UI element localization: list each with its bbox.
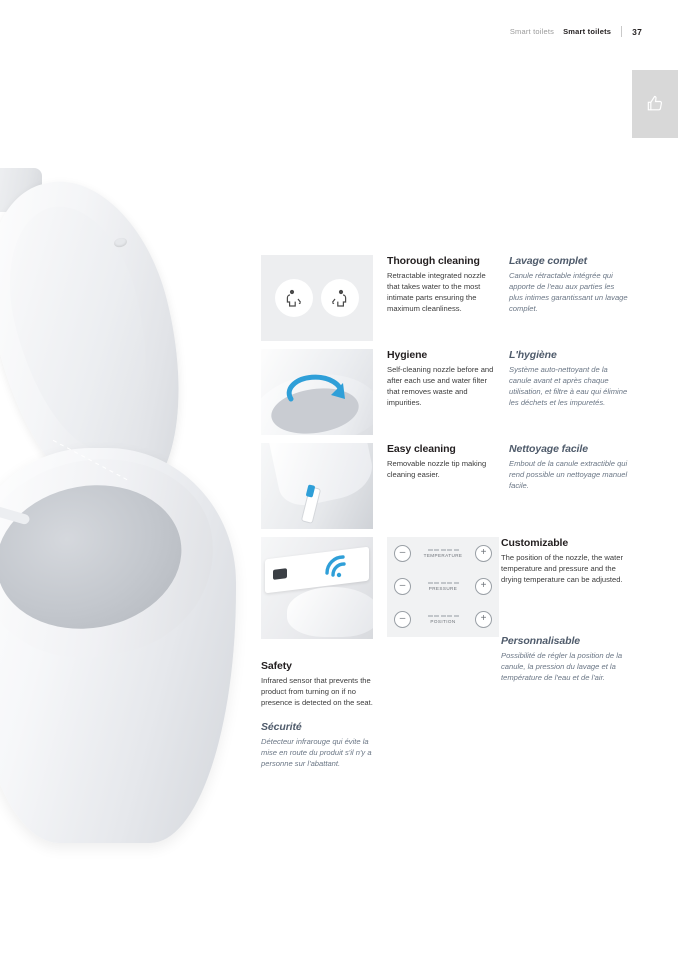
position-label: POSITION bbox=[430, 619, 456, 624]
pressure-plus-button[interactable]: + bbox=[475, 578, 492, 595]
feature-thumbnail-pictograms bbox=[261, 255, 373, 341]
temperature-plus-button[interactable]: + bbox=[475, 545, 492, 562]
customizable-title-en: Customizable bbox=[501, 537, 569, 549]
thumbs-up-tab[interactable] bbox=[632, 70, 678, 138]
feature-row-hygiene bbox=[261, 349, 651, 435]
customizable-body-en: The position of the nozzle, the water temperature and pressure and the drying temperature can be adjusted. bbox=[501, 553, 623, 584]
customizable-text-fr bbox=[501, 635, 623, 683]
customizable-body-fr: Possibilité de régler la position de la canule, la pression du lavage et la température de l'eau et de l'air. bbox=[501, 651, 623, 682]
feature-row-easy-cleaning bbox=[261, 443, 651, 529]
breadcrumb-section: Smart toilets bbox=[509, 27, 555, 36]
front-wash-pictogram-icon bbox=[321, 279, 359, 317]
feature-thumbnail-removable-nozzle bbox=[261, 443, 373, 529]
feature-body-fr: Embout de la canule extractible qui rend possible un nettoyage manuel facile. bbox=[509, 459, 628, 490]
breadcrumb-current: Smart toilets bbox=[563, 27, 612, 36]
thumbs-up-icon bbox=[645, 94, 665, 114]
temperature-label: TEMPERATURE bbox=[423, 553, 463, 558]
feature-row-thorough-cleaning bbox=[261, 255, 651, 341]
rear-wash-pictogram-icon bbox=[275, 279, 313, 317]
feature-title-en: Thorough cleaning bbox=[387, 255, 480, 267]
position-minus-button[interactable]: – bbox=[394, 611, 411, 628]
feature-title-en: Hygiene bbox=[387, 349, 428, 361]
feature-thumbnail-self-cleaning bbox=[261, 349, 373, 435]
safety-block bbox=[261, 660, 377, 769]
page-header bbox=[510, 26, 642, 37]
header-divider bbox=[621, 26, 622, 37]
wifi-signal-icon bbox=[323, 551, 357, 584]
position-level-bars bbox=[411, 615, 475, 617]
infrared-sensor-icon bbox=[273, 568, 287, 580]
temperature-minus-button[interactable]: – bbox=[394, 545, 411, 562]
pressure-level-bars bbox=[411, 582, 475, 584]
safety-body-fr: Détecteur infrarouge qui évite la mise en route du produit s'il n'y a personne sur l'abattant. bbox=[261, 737, 372, 768]
control-row-temperature bbox=[387, 537, 499, 570]
page-number: 37 bbox=[632, 26, 642, 37]
position-plus-button[interactable]: + bbox=[475, 611, 492, 628]
customizable-text-en bbox=[501, 537, 623, 585]
feature-title-fr: Lavage complet bbox=[509, 255, 587, 267]
control-panel bbox=[387, 537, 499, 637]
feature-body-en: Retractable integrated nozzle that takes water to the most intimate parts ensuring the maximum cleanliness. bbox=[387, 271, 486, 313]
rotation-arrow-icon bbox=[285, 371, 349, 422]
feature-body-fr: Système auto-nettoyant de la canule avant et après chaque utilisation, et filtre à eau qui élimine les déchets et les impuretés. bbox=[509, 365, 628, 407]
pressure-label: PRESSURE bbox=[428, 586, 458, 591]
safety-title-en: Safety bbox=[261, 660, 292, 672]
feature-body-en: Removable nozzle tip making cleaning easier. bbox=[387, 459, 487, 479]
feature-body-fr: Canule rétractable intégrée qui apporte de l'eau aux parties les plus intimes garantissant un lavage complet. bbox=[509, 271, 628, 313]
safety-body-en: Infrared sensor that prevents the product from turning on if no presence is detected on the seat. bbox=[261, 676, 373, 707]
feature-thumbnail-infrared-sensor bbox=[261, 537, 373, 639]
control-row-position bbox=[387, 603, 499, 636]
control-row-pressure bbox=[387, 570, 499, 603]
feature-title-en: Easy cleaning bbox=[387, 443, 456, 455]
customizable-title-fr: Personnalisable bbox=[501, 635, 581, 647]
safety-title-fr: Sécurité bbox=[261, 721, 302, 733]
feature-title-fr: Nettoyage facile bbox=[509, 443, 588, 455]
product-photo-smart-toilet bbox=[0, 160, 242, 900]
feature-body-en: Self-cleaning nozzle before and after each use and water filter that removes waste and impurities. bbox=[387, 365, 494, 407]
pressure-minus-button[interactable]: – bbox=[394, 578, 411, 595]
temperature-level-bars bbox=[411, 549, 475, 551]
feature-title-fr: L'hygiène bbox=[509, 349, 557, 361]
